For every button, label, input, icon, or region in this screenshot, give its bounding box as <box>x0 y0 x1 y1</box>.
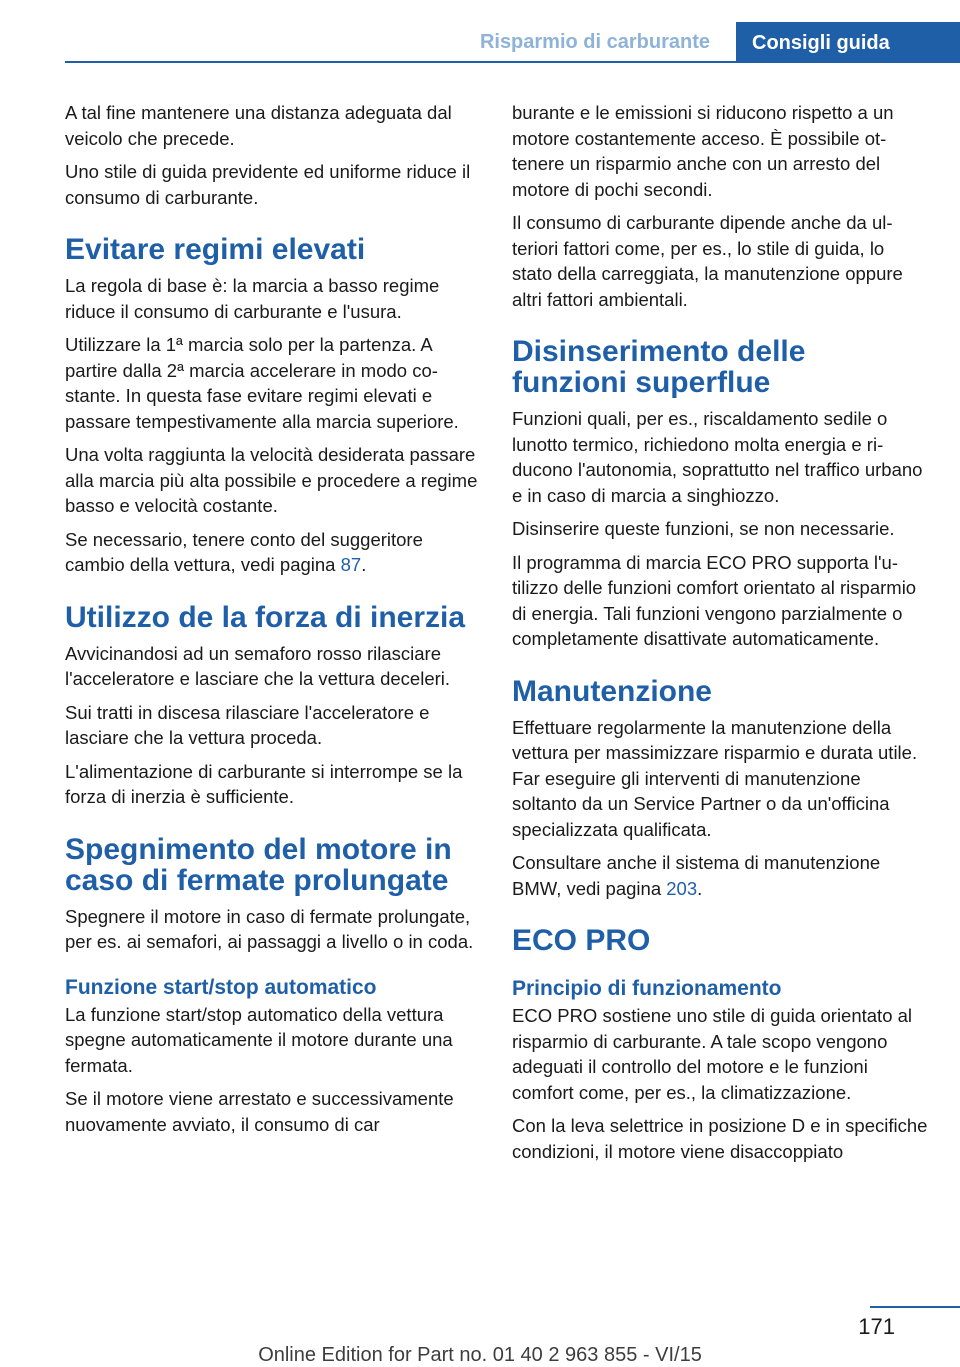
paragraph: Se il motore viene arrestato e successivamente nuovamente avviato, il consumo di car <box>65 1088 454 1135</box>
paragraph: Uno stile di guida previdente ed uniforme riduce il consumo di carburante. <box>65 161 471 208</box>
paragraph: A tal fine mantenere una distanza adeguata dal veicolo che precede. <box>65 102 452 149</box>
paragraph: Il programma di marcia ECO PRO supporta l'utilizzo delle funzioni comfort orientato al risparmio di energia. Tali funzioni vengono parzialmente o completamente disattivate automaticamente. <box>512 551 917 649</box>
section-heading-inerzia: Utilizzo de la forza di inerzia <box>65 600 466 634</box>
paragraph: Utilizzare la 1ª marcia solo per la partenza. A partire dalla 2ª marcia accelerare in modo costante. In questa fase evitare regimi elevati e passare tempestivamente alla marcia superiore. <box>65 334 459 432</box>
paragraph: L'alimentazione di carburante si interrompe se la forza di inerzia è sufficiente. <box>65 760 463 807</box>
section-heading-manutenzione: Manutenzione <box>512 674 712 708</box>
header-chapter-tab: Consigli guida <box>736 22 960 62</box>
section-heading-spegnimento: Spegnimento del motore in caso di fermate prolungate <box>65 832 452 897</box>
page-number: 171 <box>858 1314 895 1339</box>
page-footer <box>0 1300 960 1366</box>
subsection-heading-principio: Principio di funzionamento <box>512 977 782 1000</box>
section-heading-regimi: Evitare regimi elevati <box>65 233 366 266</box>
paragraph: Funzioni quali, per es., riscaldamento sedile o lunotto termico, richiedono molta energia e riducono l'autonomia, soprattutto nel traffico urbano e in caso di marcia a singhiozzo. <box>512 408 923 506</box>
paragraph: La funzione start/stop automatico della vettura spegne automaticamente il motore durante una fermata. <box>65 1003 453 1076</box>
paragraph: Sui tratti in discesa rilasciare l'acceleratore e lasciare che la vettura proceda. <box>65 701 430 748</box>
paragraph: Effettuare regolarmente la manutenzione della vettura per massimizzare risparmio e durata utile. Far eseguire gli interventi di manutenzione soltanto da un Service Partner o da un'officina specializzata qualificata. <box>512 716 918 840</box>
paragraph-text: Se necessario, tenere conto del suggeritore cambio della vettura, vedi pagina <box>65 528 423 575</box>
paragraph: La regola di base è: la marcia a basso regime riduce il consumo di carburante e l'usura. <box>65 275 440 322</box>
header-divider <box>65 61 960 63</box>
paragraph: Avvicinandosi ad un semaforo rosso rilasciare l'acceleratore e lasciare che la vettura deceleri. <box>65 642 451 689</box>
paragraph: Disinserire queste funzioni, se non necessarie. <box>512 518 895 539</box>
paragraph: Con la leva selettrice in posizione D e in specifiche condizioni, il motore viene disaccoppiato <box>512 1115 928 1162</box>
paragraph: Una volta raggiunta la velocità desiderata passare alla marcia più alta possibile e procedere a regime basso e velocità costante. <box>65 444 478 516</box>
paragraph: ECO PRO sostiene uno stile di guida orientato al risparmio di carburante. A tale scopo vengono adeguati il controllo del motore e le funzioni comfort come, per es., la climatizzazione. <box>512 1005 913 1103</box>
section-heading-funzioni-superflue: Disinserimento delle funzioni superflue <box>512 335 806 399</box>
left-column <box>65 100 481 1145</box>
footer-divider <box>870 1306 960 1308</box>
page-link-203[interactable]: 203 <box>666 877 698 899</box>
subsection-heading-start-stop: Funzione start/stop automatico <box>65 975 377 999</box>
header-section-title: Risparmio di carburante <box>479 31 710 53</box>
page-header <box>0 0 960 62</box>
paragraph-end: . <box>697 877 703 899</box>
paragraph: burante e le emissioni si riducono rispetto a un motore costantemente acceso. È possibile ottenere un risparmio anche con un arresto del motore di pochi secondi. <box>512 102 894 200</box>
paragraph-with-link <box>65 527 481 578</box>
paragraph: Spegnere il motore in caso di fermate prolungate, per es. ai semafori, ai passaggi a livello o in coda. <box>65 905 474 952</box>
paragraph-end: . <box>361 554 367 575</box>
section-heading-eco-pro: ECO PRO <box>512 924 651 957</box>
edition-note: Online Edition for Part no. 01 40 2 963 855 - VI/15 <box>258 1344 702 1366</box>
paragraph-text: Consultare anche il sistema di manutenzione BMW, vedi pagina <box>512 852 881 899</box>
right-column <box>512 100 928 1172</box>
paragraph-with-link <box>512 850 928 901</box>
page-link-87[interactable]: 87 <box>340 554 362 575</box>
paragraph: Il consumo di carburante dipende anche da ulteriori fattori come, per es., lo stile di guida, lo stato della carreggiata, la manutenzione oppure altri fattori ambientali. <box>512 212 903 310</box>
